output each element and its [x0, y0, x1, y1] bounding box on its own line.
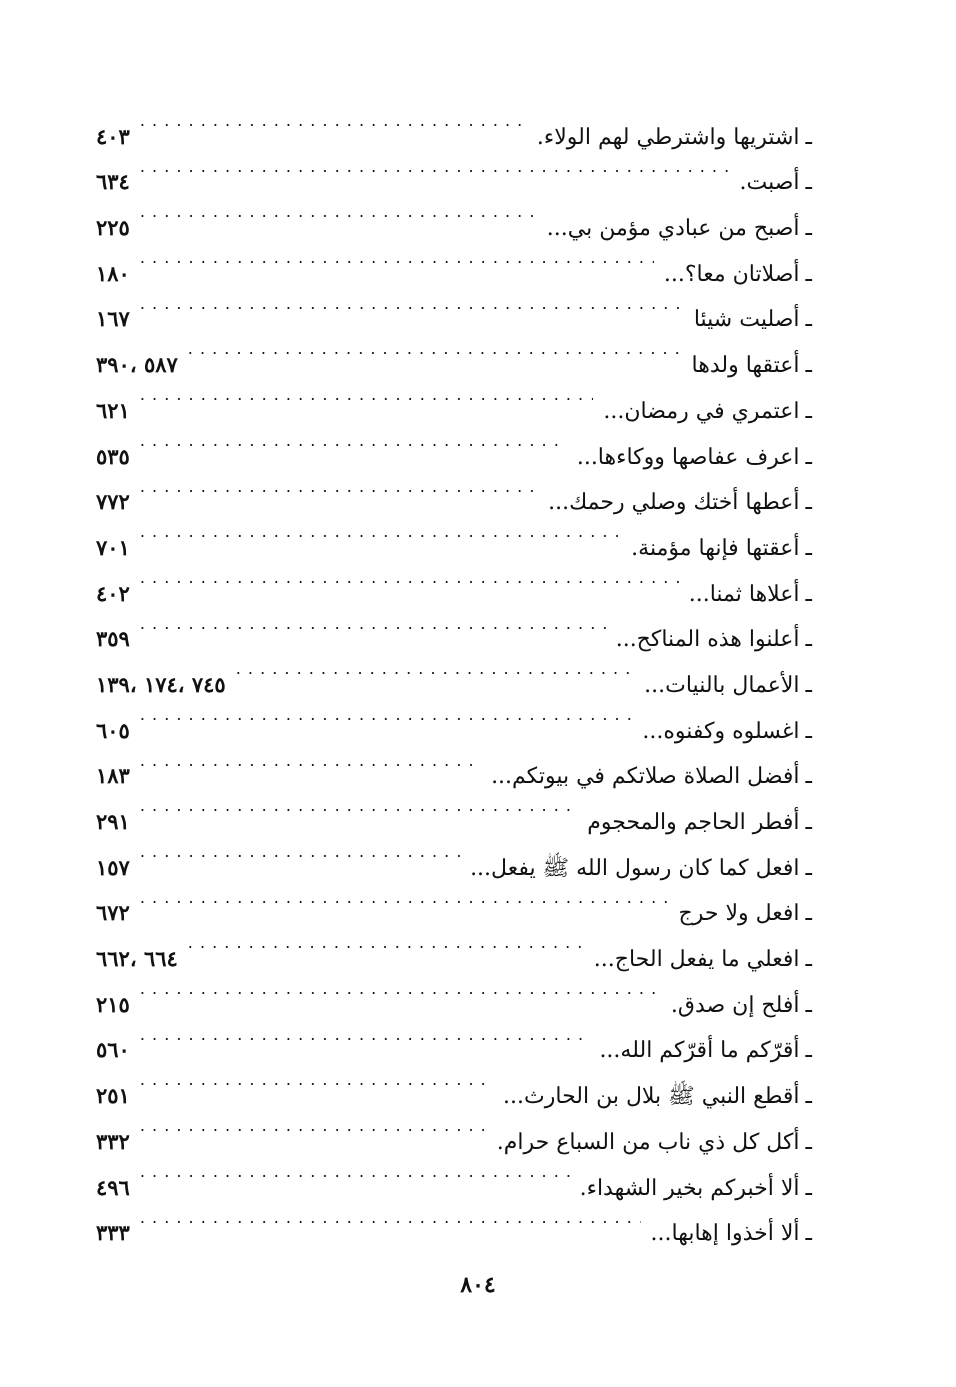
hadith-index-list: [96, 98, 812, 1247]
entry-page-numbers: ٢٩١: [96, 809, 130, 834]
dot-leader: [140, 418, 567, 464]
dot-leader: [140, 235, 654, 281]
entry-page-numbers: ٣٥٩: [96, 626, 130, 652]
entry-page-numbers: ٤٩٦: [96, 1174, 130, 1200]
dot-leader: [140, 601, 606, 647]
dot-leader: [188, 326, 682, 372]
entry-dash: ـ: [805, 1038, 812, 1064]
entry-dash: ـ: [805, 581, 812, 607]
entry-page-numbers: ٣٣٣: [96, 1220, 130, 1246]
entry-dash: ـ: [805, 490, 812, 516]
entry-dash: ـ: [805, 901, 812, 927]
entry-page-numbers: ٢٥١: [96, 1083, 130, 1109]
entry-text: أقرّكم ما أقرّكم الله...: [599, 1038, 800, 1064]
entry-dash: ـ: [805, 1129, 812, 1155]
dot-leader: [140, 1057, 493, 1103]
entry-page-numbers: ٦٧٢: [96, 900, 130, 926]
entry-text: ألا أخذوا إهابها...: [650, 1221, 800, 1247]
dot-leader: [140, 555, 679, 601]
entry-page-numbers: ٥٣٥: [96, 443, 130, 469]
dot-leader: [140, 875, 669, 921]
dot-leader: [140, 966, 661, 1012]
entry-page-numbers: ٦٢١: [96, 397, 130, 423]
entry-page-numbers: ١٨٣: [96, 763, 130, 789]
entry-text: افعل ولا حرج: [678, 901, 800, 927]
entry-text: الأعمال بالنيات...: [644, 672, 800, 698]
index-entry: [96, 144, 812, 196]
entry-text: أعلاها ثمنا...: [688, 581, 800, 607]
entry-dash: ـ: [805, 992, 812, 1018]
entry-page-numbers: ٥٦٠: [96, 1037, 130, 1063]
entry-dash: ـ: [805, 398, 812, 424]
dot-leader: [236, 646, 634, 692]
entry-text: اعتمري في رمضان...: [603, 398, 800, 424]
entry-dash: ـ: [805, 353, 812, 379]
index-entry: [96, 98, 812, 150]
entry-text: أعتقها ولدها: [691, 353, 800, 379]
entry-dash: ـ: [805, 672, 812, 698]
entry-text: ألا أخبركم بخير الشهداء.: [579, 1175, 800, 1201]
dot-leader: [140, 783, 577, 829]
entry-dash: ـ: [805, 1221, 812, 1247]
entry-dash: ـ: [805, 627, 812, 653]
dot-leader: [140, 1103, 487, 1149]
entry-text: أعلنوا هذه المناكح...: [615, 627, 800, 653]
entry-text: أفلح إن صدق.: [670, 992, 800, 1018]
entry-dash: ـ: [805, 170, 812, 196]
entry-page-numbers: ٧٧٢: [96, 489, 130, 515]
entry-dash: ـ: [805, 444, 812, 470]
entry-page-numbers: ٤٠٣: [96, 123, 130, 149]
entry-dash: ـ: [805, 124, 812, 150]
dot-leader: [140, 189, 537, 235]
dot-leader: [140, 1012, 590, 1058]
dot-leader: [140, 464, 538, 510]
entry-text: اعرف عفاصها ووكاءها...: [576, 444, 800, 470]
dot-leader: [140, 1195, 641, 1241]
entry-text: أفضل الصلاة صلاتكم في بيوتكم...: [491, 764, 800, 790]
entry-dash: ـ: [805, 535, 812, 561]
dot-leader: [188, 920, 584, 966]
entry-page-numbers: ٦٣٤: [96, 169, 130, 195]
entry-text: أصلاتان معا؟...: [663, 261, 800, 287]
entry-dash: ـ: [805, 216, 812, 242]
entry-page-numbers: ٣٣٢: [96, 1128, 130, 1154]
entry-page-numbers: ٤٠٢: [96, 580, 130, 606]
entry-page-numbers: ١٦٧: [96, 306, 130, 332]
entry-text: أعقتها فإنها مؤمنة.: [631, 535, 800, 561]
page-number: ٨٠٤: [460, 1272, 496, 1298]
entry-text: افعل كما كان رسول الله ﷺ يفعل...: [470, 855, 800, 881]
entry-text: أصبح من عبادي مؤمن بي...: [546, 216, 800, 242]
dot-leader: [140, 829, 460, 875]
dot-leader: [140, 372, 594, 418]
entry-text: أصليت شيئا: [693, 307, 800, 333]
entry-text: أعطها أختك وصلي رحمك...: [548, 490, 800, 516]
dot-leader: [140, 509, 621, 555]
entry-text: أكل كل ذي ناب من السباع حرام.: [496, 1129, 800, 1155]
entry-page-numbers: ٦٦٤ ،٦٦٢: [96, 946, 178, 972]
entry-text: أصبت.: [739, 170, 800, 196]
entry-page-numbers: ١٨٠: [96, 260, 130, 286]
index-entry: [96, 189, 812, 242]
entry-text: أفطر الحاجم والمحجوم: [587, 810, 800, 835]
entry-text: اغسلوه وكفنوه...: [642, 718, 800, 744]
entry-page-numbers: ٢١٥: [96, 991, 130, 1017]
entry-page-numbers: ٥٨٧ ،٣٩٠: [96, 352, 178, 378]
entry-page-numbers: ١٥٧: [96, 854, 130, 880]
dot-leader: [140, 98, 527, 144]
dot-leader: [140, 692, 633, 738]
entry-dash: ـ: [805, 1175, 812, 1201]
dot-leader: [140, 738, 481, 784]
entry-dash: ـ: [805, 718, 812, 744]
entry-page-numbers: ٧٤٥ ،١٧٤ ،١٣٩: [96, 671, 226, 697]
entry-dash: ـ: [805, 855, 812, 881]
entry-dash: ـ: [805, 764, 812, 790]
dot-leader: [140, 144, 730, 190]
dot-leader: [140, 1149, 570, 1195]
entry-page-numbers: ٦٠٥: [96, 717, 130, 743]
entry-dash: ـ: [805, 307, 812, 333]
dot-leader: [140, 281, 684, 327]
entry-dash: ـ: [805, 947, 812, 973]
entry-page-numbers: ٢٢٥: [96, 215, 130, 241]
entry-dash: ـ: [805, 810, 812, 835]
entry-text: أقطع النبي ﷺ بلال بن الحارث...: [503, 1084, 800, 1110]
entry-dash: ـ: [805, 1084, 812, 1110]
entry-dash: ـ: [805, 261, 812, 287]
entry-text: افعلي ما يفعل الحاج...: [593, 947, 800, 973]
entry-text: اشتريها واشترطي لهم الولاء.: [536, 124, 800, 150]
entry-page-numbers: ٧٠١: [96, 534, 130, 560]
